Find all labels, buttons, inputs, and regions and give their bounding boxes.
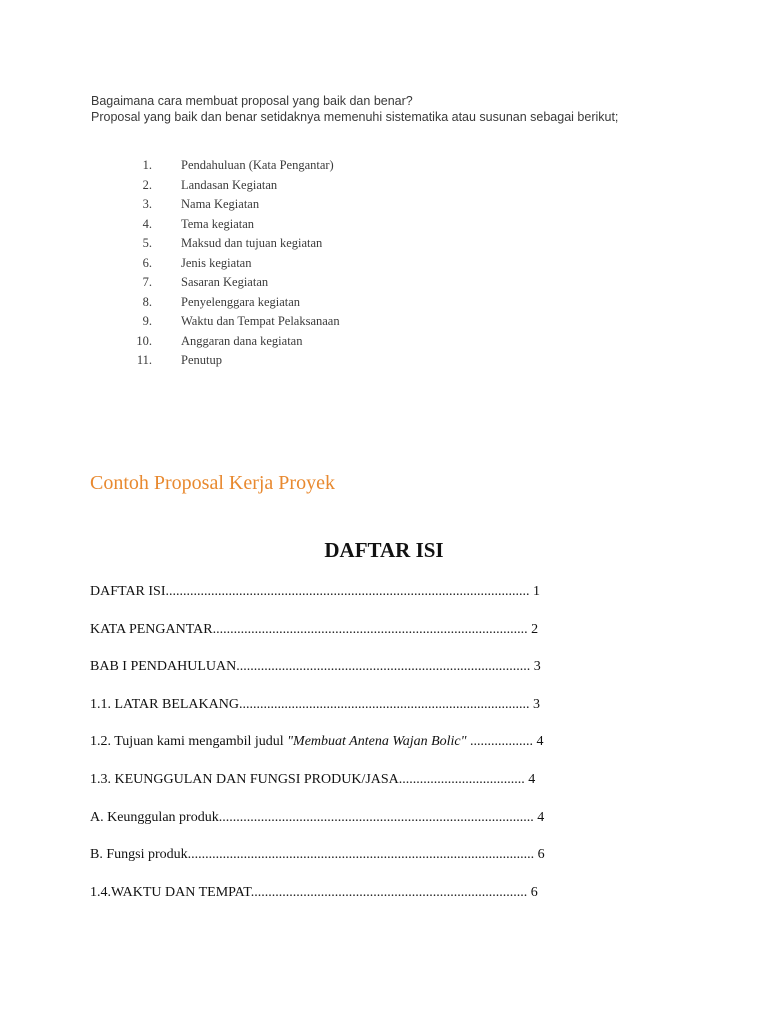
- toc-page-number: 4: [537, 809, 545, 825]
- intro-paragraph: [91, 93, 731, 125]
- outline-item-number: 2.: [142, 177, 152, 192]
- toc-entry: [90, 657, 690, 695]
- outline-item-text: Maksud dan tujuan kegiatan: [181, 236, 323, 250]
- outline-item-number: 3.: [142, 197, 152, 211]
- outline-item-text: Waktu dan Tempat Pelaksanaan: [181, 314, 340, 328]
- outline-item: [0, 293, 768, 313]
- outline-item-text: Nama Kegiatan: [181, 197, 260, 211]
- outline-item-number: 5.: [142, 236, 152, 250]
- outline-item-text: Landasan Kegiatan: [181, 177, 278, 192]
- toc-leader-dots: ...................................................................................................: [187, 847, 535, 863]
- toc-page-number: 2: [531, 621, 539, 637]
- outline-item-text: Penutup: [181, 353, 222, 367]
- toc-entry: [90, 883, 690, 921]
- toc-entry: [90, 582, 690, 620]
- toc-leader-dots: ..................: [466, 734, 534, 750]
- outline-item-text: Anggaran dana kegiatan: [181, 333, 303, 348]
- table-of-contents: [90, 582, 690, 920]
- toc-leader-dots: ..........................................................................................: [212, 621, 528, 637]
- toc-leader-dots: ...............................................................................: [250, 884, 528, 900]
- toc-entry: [90, 732, 690, 770]
- outline-item: [0, 215, 768, 235]
- intro-question: Bagaimana cara membuat proposal yang baik dan benar?: [91, 94, 413, 108]
- outline-item: [0, 195, 768, 215]
- toc-leader-dots: ..........................................................................................: [218, 809, 534, 825]
- outline-item: [0, 332, 768, 352]
- outline-item-number: 7.: [142, 275, 152, 289]
- toc-page-number: 3: [533, 659, 541, 675]
- toc-entry: [90, 620, 690, 658]
- outline-item-number: 4.: [142, 216, 152, 231]
- outline-item: [0, 234, 768, 254]
- toc-page-number: 6: [537, 847, 545, 863]
- toc-leader-dots: ...................................................................................: [238, 696, 530, 712]
- toc-entry-label: KATA PENGANTAR: [90, 621, 213, 637]
- toc-entry-label: 1.1. LATAR BELAKANG: [90, 696, 239, 712]
- toc-page-number: 4: [528, 771, 536, 787]
- toc-entry-label: A. Keunggulan produk: [90, 809, 219, 825]
- toc-leader-dots: ........................................................................................................: [165, 584, 530, 599]
- proposal-outline-list: [0, 156, 768, 371]
- outline-item-text: Jenis kegiatan: [181, 255, 252, 270]
- section-heading: Contoh Proposal Kerja Proyek: [90, 472, 335, 494]
- toc-entry: [90, 808, 690, 846]
- intro-statement: Proposal yang baik dan benar setidaknya memenuhi sistematika atau susunan sebagai berikut;: [91, 110, 619, 124]
- outline-item: [0, 312, 768, 332]
- toc-entry-label: DAFTAR ISI: [90, 584, 166, 599]
- outline-item-number: 6.: [142, 255, 152, 270]
- outline-item-number: 8.: [142, 294, 152, 309]
- toc-entry-label: 1.4.WAKTU DAN TEMPAT: [90, 884, 251, 900]
- outline-item: [0, 156, 768, 176]
- outline-item-number: 11.: [136, 353, 152, 367]
- toc-page-number: 4: [536, 734, 544, 750]
- toc-entry-label: B. Fungsi produk: [90, 847, 188, 863]
- toc-leader-dots: ....................................: [398, 771, 525, 787]
- toc-entry-label: 1.3. KEUNGGULAN DAN FUNGSI PRODUK/JASA: [90, 771, 399, 787]
- outline-item-number: 9.: [142, 314, 152, 328]
- outline-item: [0, 254, 768, 274]
- outline-item-text: Tema kegiatan: [181, 216, 255, 231]
- outline-item-text: Penyelenggara kegiatan: [181, 294, 301, 309]
- outline-item: [0, 351, 768, 371]
- toc-entry-italic-title: "Membuat Antena Wajan Bolic": [287, 734, 467, 750]
- outline-item-text: Pendahuluan (Kata Pengantar): [181, 158, 334, 172]
- outline-item-number: 1.: [142, 158, 152, 172]
- toc-leader-dots: ....................................................................................: [236, 659, 531, 675]
- toc-entry-label: 1.2. Tujuan kami mengambil judul: [90, 734, 288, 750]
- outline-item: [0, 176, 768, 196]
- outline-item-text: Sasaran Kegiatan: [181, 275, 269, 289]
- toc-entry: [90, 845, 690, 883]
- outline-item: [0, 273, 768, 293]
- toc-entry-label: BAB I PENDAHULUAN: [90, 659, 237, 675]
- toc-page-number: 6: [530, 884, 538, 900]
- toc-title: DAFTAR ISI: [324, 538, 444, 562]
- outline-item-number: 10.: [136, 333, 152, 348]
- toc-page-number: 3: [532, 696, 540, 712]
- toc-entry: [90, 695, 690, 733]
- toc-entry: [90, 770, 690, 808]
- toc-page-number: 1: [533, 584, 540, 599]
